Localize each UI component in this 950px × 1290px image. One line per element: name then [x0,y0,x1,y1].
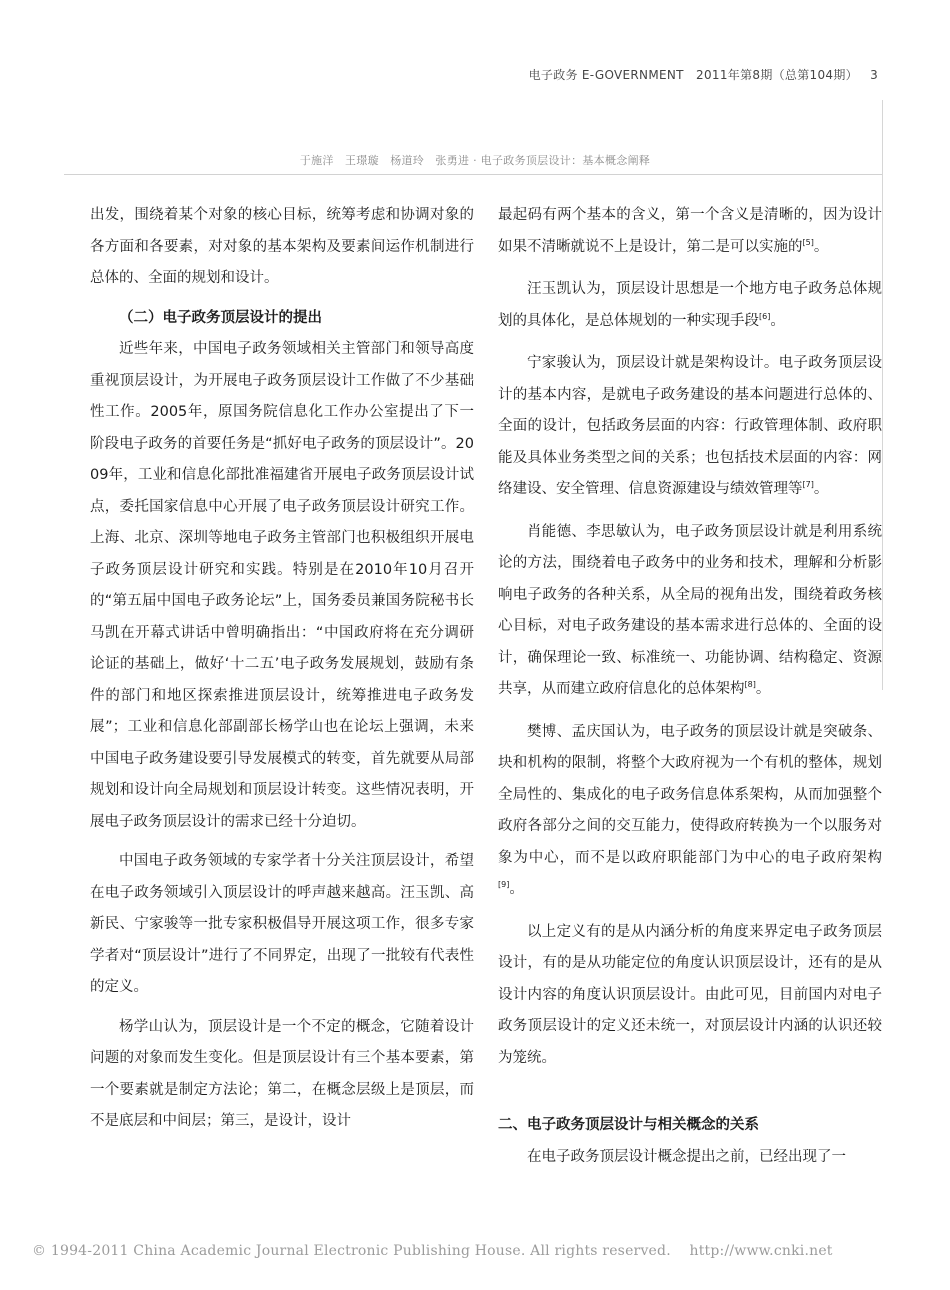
page-number: 3 [870,68,878,82]
cnki-link[interactable]: http://www.cnki.net [689,1243,833,1259]
paragraph: 樊博、孟庆国认为，电子政务的顶层设计就是突破条、块和机构的限制，将整个大政府视为一个有机的整体，规划全局性的、集成化的电子政务信息体系架构，从而加强整个政府各部分之间的交互能力，使得政府转换为一个以服务对象为中心，而不是以政府职能部门为中心的电子政府架构[9]。 [498,723,882,897]
journal-info: 电子政务 E-GOVERNMENT 2011年第8期（总第104期） [528,68,858,82]
citation-ref: [8] [744,680,756,689]
copyright-footer [32,1243,833,1259]
paragraph: 汪玉凯认为，顶层设计思想是一个地方电子政务总体规划的具体化，是总体规划的一种实现手段[6]。 [498,281,882,329]
header-vertical-rule [882,100,883,690]
journal-header [529,66,878,83]
paragraph: 杨学山认为，顶层设计是一个不定的概念，它随着设计问题的对象而发生变化。但是顶层设计有三个基本要素，第一个要素就是制定方法论；第二，在概念层级上是顶层，而不是底层和中间层；第三，是设计，设计 [90,1018,474,1129]
paragraph: 在电子政务顶层设计概念提出之前，已经出现了一 [527,1148,846,1165]
paragraph: 以上定义有的是从内涵分析的角度来界定电子政务顶层设计，有的是从功能定位的角度认识顶层设计，还有的是从设计内容的角度认识顶层设计。由此可见，目前国内对电子政务顶层设计的定义还未统一，对顶层设计内涵的认识还较为笼统。 [498,923,882,1066]
paragraph: 肖能德、李思敏认为，电子政务顶层设计就是利用系统论的方法，围绕着电子政务中的业务和技术，理解和分析影响电子政务的各种关系，从全局的视角出发，围绕着政务核心目标，对电子政务建设的基本需求进行总体的、全面的设计，确保理论一致、标准统一、功能协调、结构稳定、资源共享，从而建立政府信息化的总体架构[8]。 [498,523,882,697]
left-column [90,200,474,1138]
citation-ref: [9] [498,880,510,889]
paragraph-continued: 最起码有两个基本的含义，第一个含义是清晰的，因为设计如果不清晰就说不上是设计，第二是可以实施的[5]。 [498,207,882,255]
section-heading: 二、电子政务顶层设计与相关概念的关系 [498,1117,759,1133]
copyright-text: © 1994-2011 China Academic Journal Electronic Publishing House. All rights reserved. [32,1243,671,1259]
header-rule [64,174,882,175]
citation-ref: [5] [802,237,814,247]
paragraph-continued: 出发，围绕着某个对象的核心目标，统筹考虑和协调对象的各方面和各要素，对对象的基本架构及要素间运作机制进行总体的、全面的规划和设计。 [90,207,474,286]
citation-ref: [6] [759,311,771,321]
running-title: 于施洋 王璟璇 杨道玲 张勇进 · 电子政务顶层设计：基本概念阐释 [299,154,651,167]
paragraph: 中国电子政务领域的专家学者十分关注顶层设计，希望在电子政务领域引入顶层设计的呼声越来越高。汪玉凯、高新民、宁家骏等一批专家积极倡导开展这项工作，很多专家学者对“顶层设计”进行了不同界定，出现了一批较有代表性的定义。 [90,853,474,995]
paragraph: 近些年来，中国电子政务领域相关主管部门和领导高度重视顶层设计，为开展电子政务顶层设计工作做了不少基础性工作。2005年，原国务院信息化工作办公室提出了下一阶段电子政务的首要任务是“抓好电子政务的顶层设计”。2009年，工业和信息化部批准福建省开展电子政务顶层设计试点，委托国家信息中心开展了电子政务顶层设计研究工作。上海、北京、深圳等地电子政务主管部门也积极组织开展电子政务顶层设计研究和实践。特别是在2010年10月召开的“第五届中国电子政务论坛”上，国务委员兼国务院秘书长马凯在开幕式讲话中曾明确指出：“中国政府将在充分调研论证的基础上，做好‘十二五’电子政务发展规划，鼓励有条件的部门和地区探索推进顶层设计，统筹推进电子政务发展”；工业和信息化部副部长杨学山也在论坛上强调，未来中国电子政务建设要引导发展模式的转变，首先就要从局部规划和设计向全局规划和顶层设计转变。这些情况表明，开展电子政务顶层设计的需求已经十分迫切。 [90,341,474,830]
paragraph: 宁家骏认为，顶层设计就是架构设计。电子政务顶层设计的基本内容，是就电子政务建设的基本问题进行总体的、全面的设计，包括政务层面的内容：行政管理体制、政府职能及具体业务类型之间的关系；也包括技术层面的内容：网络建设、安全管理、信息资源建设与绩效管理等[7]。 [498,355,882,497]
subsection-heading: （二）电子政务顶层设计的提出 [119,309,322,326]
right-column [498,200,882,1173]
citation-ref: [7] [802,480,814,489]
